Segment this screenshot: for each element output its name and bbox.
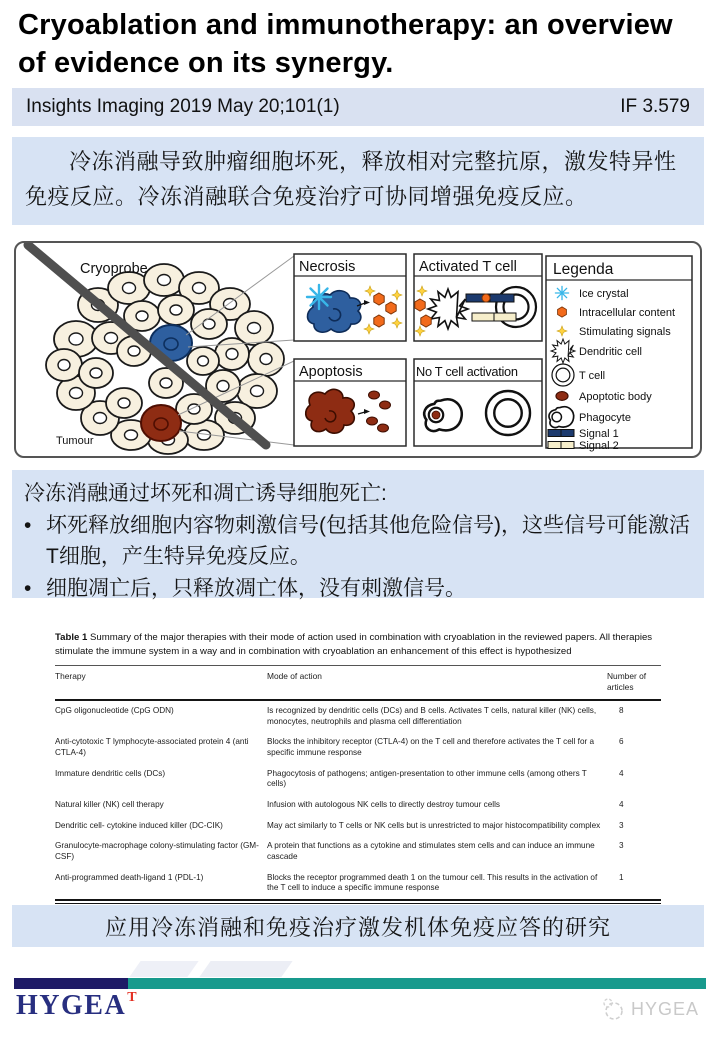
mechanism-bullet-text: 细胞凋亡后，只释放凋亡体，没有刺激信号。	[46, 576, 466, 600]
mechanism-heading: 冷冻消融通过坏死和凋亡诱导细胞死亡:	[24, 482, 387, 505]
apoptosis-panel	[294, 359, 406, 446]
table-row	[55, 764, 661, 795]
therapy-cell: Granulocyte-macrophage colony-stimulating factor (GM-CSF)	[55, 841, 259, 861]
intracellular-content-icon	[558, 307, 567, 317]
table-row	[55, 700, 661, 732]
legend-item: Apoptotic body	[579, 391, 652, 403]
mode-cell: Infusion with autologous NK cells to directly destroy tumour cells	[267, 800, 500, 809]
table-row	[55, 732, 661, 763]
articles-cell: 1	[619, 872, 624, 882]
signal1-icon	[548, 430, 574, 437]
footer-bar-teal	[128, 978, 706, 989]
phagocyte-icon	[549, 407, 574, 428]
col-number-of-articles: Number of articles	[607, 666, 661, 700]
table-bottom-rule	[55, 899, 661, 905]
mode-cell: May act similarly to T cells or NK cells but is unrestricted to major histocompatibility complex	[267, 820, 601, 830]
legend-title: Legenda	[553, 261, 614, 278]
mechanism-bullet-text: 坏死释放细胞内容物刺激信号(包括其他危险信号)，这些信号可能激活T细胞，产生特异免疫反应。	[46, 513, 690, 568]
therapy-cell: CpG oligonucleotide (CpG ODN)	[55, 706, 174, 716]
footer-decoration	[199, 961, 292, 977]
tumour-label: Tumour	[56, 435, 94, 447]
mode-cell: Is recognized by dendritic cells (DCs) and B cells. Activates T cells, natural killer (NK) cells, monocytes, neutrophils and plasma cell differentiation	[267, 706, 597, 726]
therapy-cell: Immature dendritic cells (DCs)	[55, 768, 166, 778]
table-row	[55, 868, 661, 899]
therapy-cell: Natural killer (NK) cell therapy	[55, 800, 164, 809]
articles-cell: 6	[619, 737, 624, 747]
phagocyte-icon	[424, 399, 462, 431]
no-t-cell-activation-title: No T cell activation	[416, 364, 518, 379]
table-caption-label: Table 1	[55, 632, 88, 643]
col-mode-of-action: Mode of action	[267, 666, 607, 700]
activated-t-cell-title: Activated T cell	[419, 259, 517, 275]
figure	[14, 241, 702, 458]
bottom-banner	[12, 905, 704, 947]
signal2-icon	[548, 442, 574, 449]
summary-text: 冷冻消融导致肿瘤细胞坏死，释放相对完整抗原，激发特异性免疫反应。冷冻消融联合免疫治疗可协同增强免疫反应。	[25, 149, 677, 210]
bullet-icon: •	[24, 513, 32, 537]
mode-cell: A protein that functions as a cytokine and stimulates stem cells and can induce an immune cascade	[267, 841, 595, 861]
articles-cell: 4	[619, 768, 624, 778]
table-header-row	[55, 666, 661, 700]
table-caption	[55, 631, 653, 658]
journal-bar	[12, 88, 704, 126]
cryoablation-diagram	[16, 243, 700, 456]
legend-item: Signal 1	[579, 428, 619, 440]
mechanism-box	[12, 470, 704, 598]
mode-cell: Blocks the receptor programmed death 1 on the tumour cell. This results in the activation of the T cell to induce a specific immune response	[267, 872, 598, 893]
articles-cell: 4	[619, 800, 624, 809]
therapy-table-section	[55, 631, 661, 904]
journal-reference: Insights Imaging 2019 May 20;101(1)	[26, 96, 340, 117]
articles-cell: 3	[619, 841, 624, 851]
hygea-watermark-icon	[600, 996, 626, 1022]
bullet-icon: •	[24, 576, 32, 600]
table-row	[55, 795, 661, 816]
legend-item: Intracellular content	[579, 307, 675, 319]
mechanism-bullet-1	[24, 510, 692, 573]
cryoprobe-label: Cryoprobe	[80, 261, 148, 277]
bottom-banner-text: 应用冷冻消融和免疫治疗激发机体免疫应答的研究	[104, 914, 611, 940]
articles-cell: 8	[619, 706, 624, 716]
ice-crystal-icon	[555, 286, 568, 299]
footer-bar-navy	[14, 978, 128, 989]
hygea-logo-mark: T	[127, 990, 137, 1005]
necrosis-title: Necrosis	[299, 259, 356, 275]
legend-item: Stimulating signals	[579, 326, 671, 338]
page-title: Cryoablation and immunotherapy: an overview of evidence on its synergy.	[18, 9, 673, 80]
apoptotic-cell	[141, 405, 181, 441]
therapy-cell: Anti-cytotoxic T lymphocyte-associated protein 4 (anti CTLA-4)	[55, 737, 249, 758]
therapy-table	[55, 665, 661, 899]
hygea-watermark	[600, 996, 699, 1022]
legend-item: Ice crystal	[579, 288, 629, 300]
mode-cell: Blocks the inhibitory receptor (CTLA-4) on the T cell and therefore activates the T cell for a specific immune response	[267, 737, 595, 758]
apoptosis-title: Apoptosis	[299, 364, 363, 380]
impact-factor: IF 3.579	[620, 96, 690, 117]
table-row	[55, 816, 661, 837]
apoptotic-body-icon	[556, 392, 568, 401]
table-row	[55, 836, 661, 867]
therapy-cell: Anti-programmed death-ligand 1 (PDL-1)	[55, 872, 204, 882]
t-cell-icon	[486, 391, 530, 435]
no-t-cell-activation-panel	[414, 359, 542, 446]
legend-item: Dendritic cell	[579, 346, 642, 358]
legend-item: Phagocyte	[579, 412, 631, 424]
legend-item: Signal 2	[579, 440, 619, 452]
necrosis-panel	[294, 254, 406, 341]
articles-cell: 3	[619, 820, 624, 830]
col-therapy: Therapy	[55, 666, 267, 700]
mechanism-bullet-2	[24, 573, 692, 605]
footer-decoration	[129, 961, 198, 977]
activated-t-cell-panel	[414, 254, 542, 341]
figure-legend	[546, 256, 692, 452]
mode-cell: Phagocytosis of pathogens; antigen-presentation to other immune cells (among others T cells)	[267, 768, 587, 789]
legend-item: T cell	[579, 370, 606, 382]
summary-box	[12, 137, 704, 225]
t-cell-icon	[552, 364, 574, 386]
table-caption-text: Summary of the major therapies with their mode of action used in combination with cryoablation in the reviewed papers. All therapies stimulate the immune system in a way and in combination with cryoablation an enhancement of this effect is hypothesized	[55, 632, 653, 657]
therapy-cell: Dendritic cell- cytokine induced killer (DC-CIK)	[55, 820, 223, 830]
ice-crystal-icon	[307, 285, 331, 309]
hygea-watermark-text: HYGEA	[631, 998, 700, 1019]
hygea-logo-text: HYGEA	[16, 990, 127, 1021]
hygea-logo	[16, 990, 137, 1022]
